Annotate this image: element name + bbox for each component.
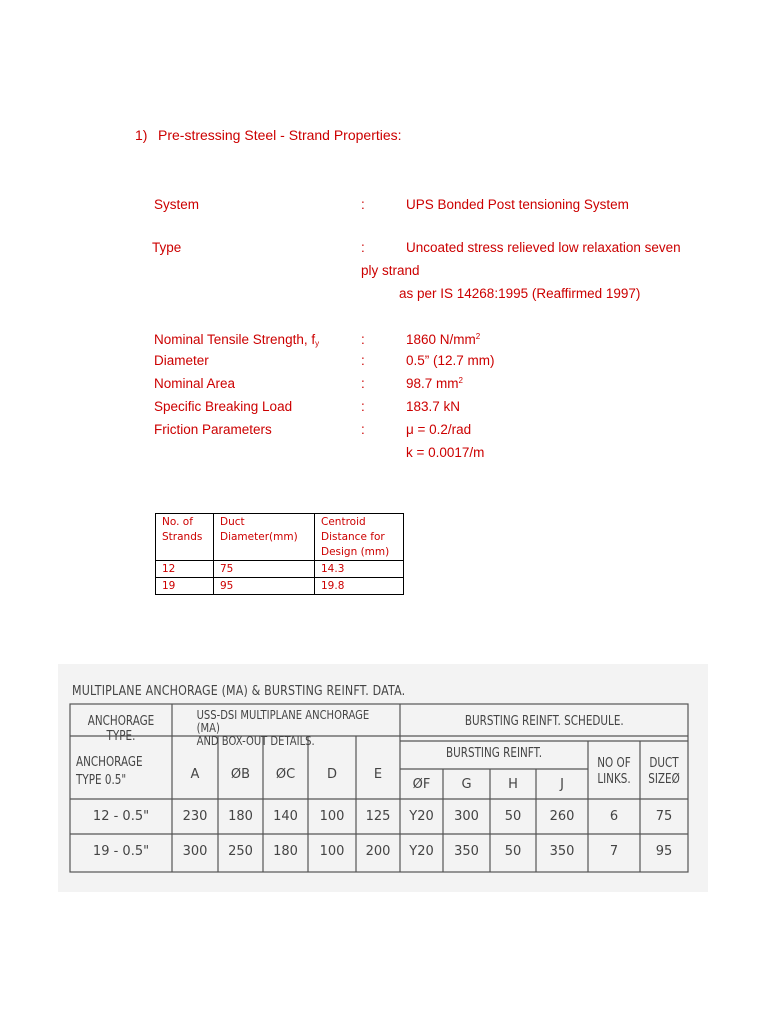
strand-table-header	[156, 514, 404, 561]
row-cell: 300	[454, 809, 479, 824]
links-header	[588, 756, 640, 788]
area-value	[406, 376, 463, 391]
col-header: G	[461, 777, 472, 792]
breaking-value: 183.7 kN	[406, 399, 461, 414]
col-header: A	[190, 767, 200, 782]
row-cell: 350	[454, 844, 479, 859]
type-label	[70, 754, 172, 790]
table-row	[156, 578, 404, 595]
header-no-of-strands	[156, 514, 214, 561]
row-cell: Y20	[409, 844, 434, 859]
friction-colon: :	[361, 422, 365, 437]
duct-header-line1: DUCT	[649, 756, 679, 771]
header-duct-diameter	[214, 514, 315, 561]
details-header	[172, 708, 400, 747]
section-title: Pre-stressing Steel - Strand Properties:	[158, 127, 402, 143]
strand-table	[155, 513, 404, 595]
links-header-line2: LINKS.	[597, 772, 631, 787]
anchorage-drawing	[58, 664, 708, 892]
row-cell: 7	[609, 844, 619, 859]
header-line: Diameter(mm)	[220, 531, 298, 543]
tensile-value-sup: 2	[475, 332, 481, 341]
row-cell: 75	[655, 809, 673, 824]
header-line: Design (mm)	[321, 546, 390, 558]
table-cell: 75	[214, 561, 315, 578]
header-line: Duct	[220, 516, 245, 528]
anchorage-type-header	[70, 714, 172, 744]
type-value-line3: as per IS 14268:1995 (Reaffirmed 1997)	[399, 286, 641, 301]
col-header: H	[508, 777, 518, 792]
bursting-header-text: BURSTING REINFT.	[445, 746, 542, 761]
duct-header-line2: SIZEØ	[648, 772, 680, 787]
diameter-value: 0.5” (12.7 mm)	[406, 353, 495, 368]
details-header-line2: AND BOX-OUT DETAILS.	[196, 733, 315, 748]
row-type: 19 - 0.5"	[92, 844, 150, 859]
type-label-line1: ANCHORAGE	[76, 755, 143, 770]
tensile-colon: :	[361, 332, 365, 347]
header-centroid-distance	[315, 514, 404, 561]
area-label: Nominal Area	[154, 376, 236, 391]
col-header: D	[326, 767, 337, 782]
diameter-label: Diameter	[154, 353, 209, 368]
type-value-line2: ply strand	[361, 263, 420, 278]
row-cell: 95	[655, 844, 673, 859]
tensile-label-sub: y	[315, 339, 320, 348]
table-cell: 19	[156, 578, 214, 595]
row-cell: 260	[549, 809, 575, 824]
area-value-sup: 2	[458, 376, 463, 385]
system-label: System	[154, 197, 200, 212]
tensile-value-text: 1860 N/mm	[406, 332, 476, 347]
area-colon: :	[361, 376, 365, 391]
tensile-label-text: Nominal Tensile Strength, f	[154, 332, 316, 347]
friction-value-line1: μ = 0.2/rad	[406, 422, 472, 437]
schedule-header-text: BURSTING REINFT. SCHEDULE.	[464, 714, 624, 729]
row-cell: 300	[182, 844, 208, 859]
row-cell: 200	[365, 844, 391, 859]
row-cell: 6	[609, 809, 619, 824]
row-cell: 350	[549, 844, 575, 859]
friction-value-line2: k = 0.0017/m	[406, 445, 485, 460]
row-cell: 180	[228, 809, 253, 824]
table-cell: 19.8	[315, 578, 404, 595]
col-header: ØC	[275, 767, 296, 782]
row-cell: 50	[504, 844, 522, 859]
breaking-label: Specific Breaking Load	[154, 399, 293, 414]
row-cell: 100	[319, 844, 345, 859]
breaking-colon: :	[361, 399, 365, 414]
anchorage-type-header-text: ANCHORAGE TYPE.	[87, 714, 155, 744]
row-cell: 180	[273, 844, 298, 859]
header-line: Centroid	[321, 516, 366, 528]
table-row	[156, 561, 404, 578]
row-type: 12 - 0.5"	[92, 809, 150, 824]
row-cell: 140	[273, 809, 298, 824]
row-cell: 125	[365, 809, 391, 824]
duct-header	[640, 756, 688, 788]
section-heading	[135, 127, 402, 143]
details-header-line1: USS-DSI MULTIPLANE ANCHORAGE (MA)	[196, 707, 370, 735]
col-header: ØF	[412, 777, 431, 792]
friction-label: Friction Parameters	[154, 422, 272, 437]
system-value: UPS Bonded Post tensioning System	[406, 197, 629, 212]
col-header: J	[560, 777, 564, 792]
row-cell: 250	[228, 844, 253, 859]
system-colon: :	[361, 197, 365, 212]
diameter-colon: :	[361, 353, 365, 368]
type-value-line1: Uncoated stress relieved low relaxation seven	[406, 240, 681, 255]
section-number: 1)	[135, 127, 148, 143]
type-label-line2: TYPE 0.5"	[76, 773, 127, 788]
table-cell: 14.3	[315, 561, 404, 578]
table-cell: 95	[214, 578, 315, 595]
header-line: Distance for	[321, 531, 385, 543]
tensile-label	[154, 332, 319, 348]
row-cell: 50	[504, 809, 522, 824]
row-cell: 230	[182, 809, 208, 824]
col-header: ØB	[230, 767, 251, 782]
area-value-text: 98.7 mm	[406, 376, 459, 391]
header-line: No. of	[162, 516, 193, 528]
table-cell: 12	[156, 561, 214, 578]
col-header: E	[373, 767, 383, 782]
bursting-header	[400, 746, 588, 761]
schedule-header	[400, 714, 688, 729]
type-colon: :	[361, 240, 365, 255]
header-line: Strands	[162, 531, 203, 543]
row-cell: 100	[319, 809, 345, 824]
links-header-line1: NO OF	[597, 756, 631, 771]
row-cell: Y20	[409, 809, 434, 824]
type-label: Type	[152, 240, 182, 255]
drawing-title: MULTIPLANE ANCHORAGE (MA) & BURSTING REINFT. DATA.	[72, 683, 406, 699]
tensile-value	[406, 332, 480, 347]
